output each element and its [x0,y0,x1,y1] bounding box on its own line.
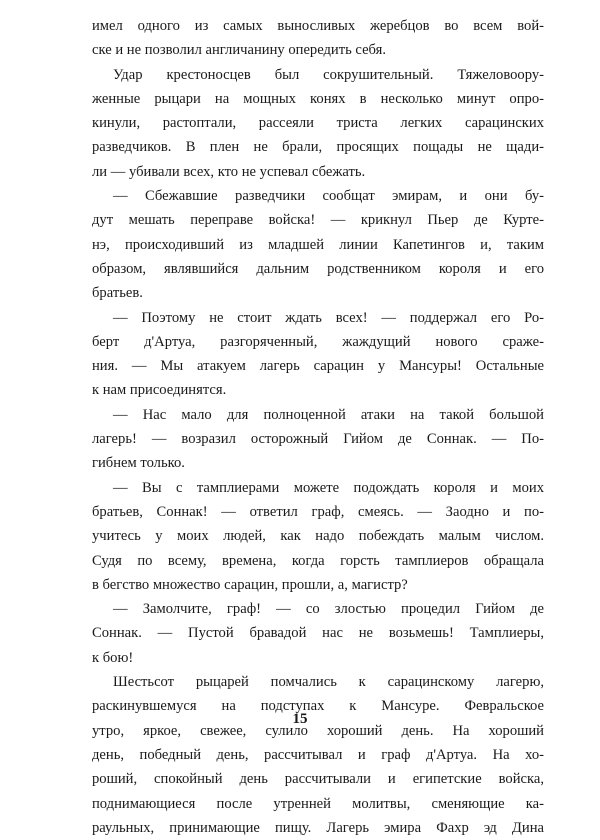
text-line: разведчиков. В плен не брали, просящих пощады не щади- [92,139,544,156]
text-line: ния. — Мы атакуем лагерь сарацин у Мансуры! Остальные [92,358,544,375]
text-line: — Нас мало для полноценной атаки на такой большой [113,406,544,423]
text-line: в бегство множество сарацин, прошли, а, магистр? [92,576,408,593]
text-line: — Поэтому не стоит ждать всех! — поддержал его Ро- [113,309,544,326]
text-line: ли — убивали всех, кто не успевал сбежать. [92,163,366,180]
text-line: Удар крестоносцев был сокрушительный. Тяжеловоору- [113,66,544,83]
text-line: раскинувшемуся на подступах к Мансуре. Февральское [92,698,544,715]
text-line: Соннак. — Пустой бравадой нас не возьмешь! Тамплиеры, [92,625,544,642]
text-line: раульных, принимающие пищу. Лагерь эмира Фахр эд Дина [92,819,544,836]
text-line: ске и не позволил англичанину опередить себя. [92,42,386,59]
text-line: — Вы с тамплиерами можете подождать короля и моих [113,479,544,496]
text-line: берт д'Артуа, разгоряченный, жаждущий нового сраже- [92,333,544,350]
text-line: дут мешать переправе войска! — крикнул Пьер де Куртe- [92,212,544,229]
page-number: 15 [292,711,308,727]
text-line: женные рыцари на мощных конях в несколько минут опро- [92,90,544,107]
text-line: имел одного из самых выносливых жеребцов во всем вой- [92,18,544,34]
text-line: роший, спокойный день рассчитывали и египетские войска, [92,771,544,788]
text-line: братьев. [92,285,143,302]
text-line: образом, являвшийся дальним родственником короля и его [92,260,544,277]
text-line: — Замолчите, граф! — со злостью процедил Гийом де [113,601,544,618]
text-line: кинули, растоптали, рассеяли триста легких сарацинских [92,115,544,132]
text-line: Судя по всему, времена, когда горсть тамплиеров обращала [92,552,544,569]
text-line: поднимающиеся после утренней молитвы, сменяющие ка- [92,795,544,812]
text-line: — Сбежавшие разведчики сообщат эмирам, и они бу- [113,188,544,205]
text-line: день, победный день, рассчитывал и граф д'Артуа. На хо- [92,746,544,763]
text-line: к бою! [92,649,134,666]
text-line: гибнем только. [92,455,185,472]
text-line: братьев, Соннак! — ответил граф, смеясь. — Заодно и по- [92,503,544,520]
text-line: утро, яркое, свежее, сулило хороший день. На хороший [92,722,544,739]
text-line: Шестьсот рыцарей помчались к сарацинскому лагерю, [113,674,544,691]
text-line: к нам присоединятся. [92,382,227,399]
text-line: лагерь! — возразил осторожный Гийом де Соннак. — По- [92,431,544,448]
text-line: нэ, происходивший из младшей линии Капетингов и, таким [92,236,544,253]
text-line: учитесь у моих людей, как надо побеждать малым числом. [92,528,544,545]
